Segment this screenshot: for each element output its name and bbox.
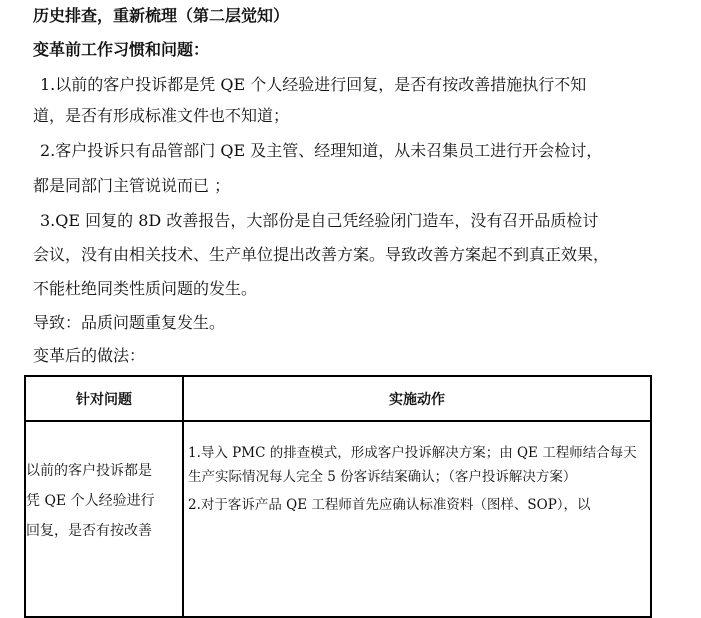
problem-1-line-2: 道，是否有形成标准文件也不知道；	[33, 106, 290, 125]
document-title: 历史排查，重新梳理（第二层觉知）	[33, 6, 290, 25]
problem-2-line-2: 都是同部门主管说说而已 ；	[33, 176, 231, 195]
problem-3-line-1: 3.QE 回复的 8D 改善报告，大部份是自己凭经验闭门造车，没有召开品质检讨	[40, 211, 599, 230]
problem-3-line-3: 不能杜绝同类性质问题的发生。	[33, 279, 258, 298]
action-item-1: 1.导入 PMC 的排查模式，形成客户投诉解决方案；由 QE 工程师结合每天生产实际情况每人完全 5 份客诉结案确认；（客户投诉解决方案）	[188, 445, 637, 485]
issue-cell	[25, 421, 183, 617]
issue-line: 以前的客户投诉都是	[26, 463, 152, 479]
action-item-2: 2.对于客诉产品 QE 工程师首先应确认标准资料（图样、SOP），以	[188, 497, 591, 513]
table-header-row	[25, 376, 651, 421]
table-row	[25, 421, 651, 617]
column-header-action: 实施动作	[183, 376, 651, 421]
result-line: 导致：品质问题重复发生。	[33, 313, 226, 332]
after-heading: 变革后的做法：	[33, 346, 146, 365]
issue-line: 回复，是否有按改善	[26, 523, 152, 539]
problem-1-line-1: 1.以前的客户投诉都是凭 QE 个人经验进行回复，是否有按改善措施执行不知	[40, 75, 587, 94]
improvement-table	[24, 375, 652, 618]
column-header-issue: 针对问题	[25, 376, 183, 421]
action-cell	[183, 421, 651, 617]
issue-line: 凭 QE 个人经验进行	[26, 493, 155, 509]
problem-2-line-1: 2.客户投诉只有品管部门 QE 及主管、经理知道，从未召集员工进行开会检讨，	[40, 141, 603, 160]
before-heading: 变革前工作习惯和问题：	[33, 40, 210, 59]
problem-3-line-2: 会议，没有由相关技术、生产单位提出改善方案。导致改善方案起不到真正效果，	[33, 245, 610, 264]
